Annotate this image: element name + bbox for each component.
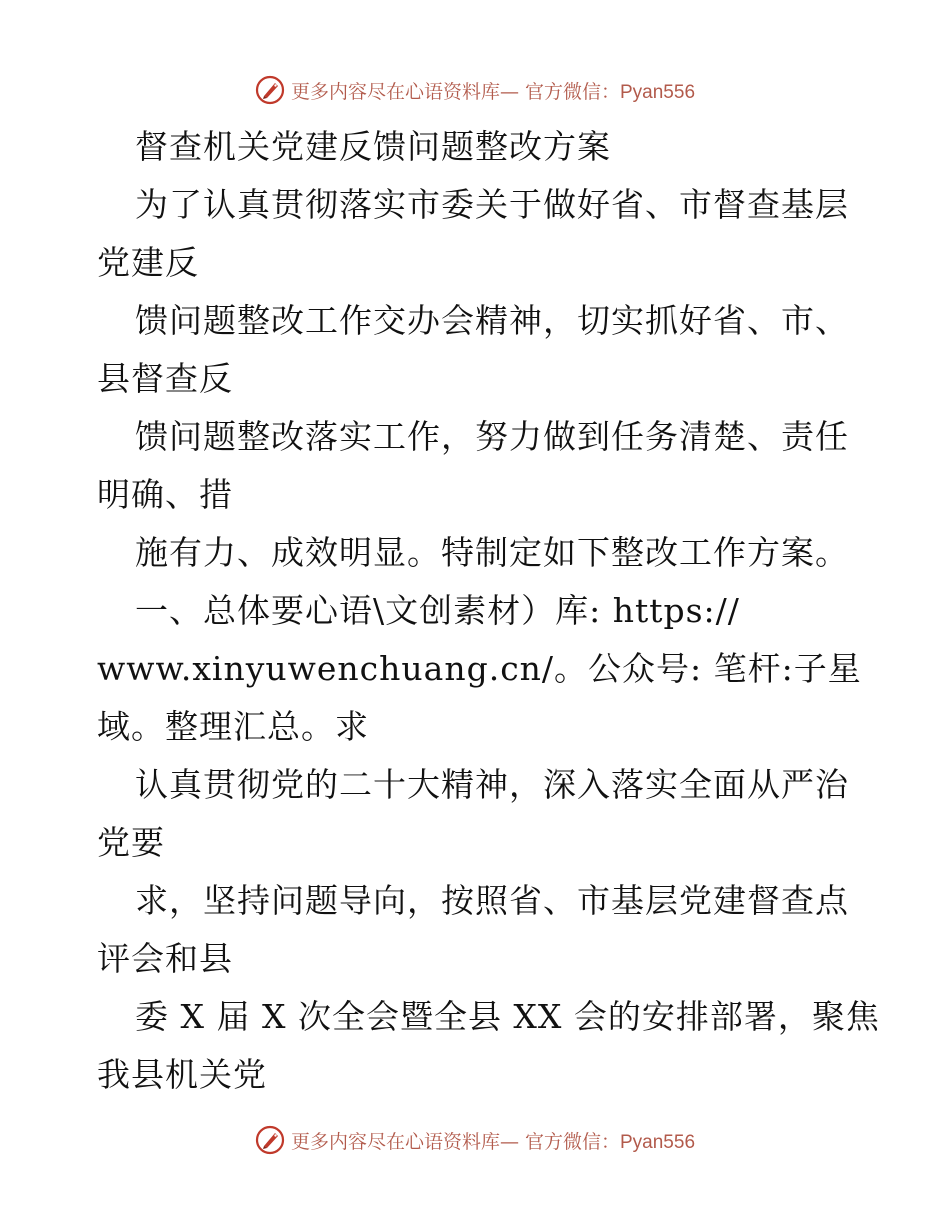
footer-banner (0, 1120, 950, 1160)
paragraph-line: 党要 (97, 823, 165, 862)
paragraph-line: 馈问题整改落实工作，努力做到任务清楚、责任 (135, 417, 849, 456)
document-title: 督查机关党建反馈问题整改方案 (135, 127, 611, 166)
paragraph-line: 我县机关党 (97, 1055, 267, 1094)
paragraph-line: 评会和县 (97, 939, 233, 978)
header-banner (0, 70, 950, 110)
paragraph-line: 党建反 (97, 243, 199, 282)
section-heading-line: 一、总体要心语\文创素材）库: https:// (135, 591, 740, 630)
paragraph-line: 委 X 届 X 次全会暨全县 XX 会的安排部署，聚焦 (135, 997, 880, 1036)
paragraph-line: 为了认真贯彻落实市委关于做好省、市督查基层 (135, 185, 849, 224)
paragraph-line: 馈问题整改工作交办会精神，切实抓好省、市、 (135, 301, 849, 340)
banner-text: 更多内容尽在心语资料库— (290, 1130, 519, 1153)
banner-contact: 官方微信：Pyan556 (525, 1131, 696, 1153)
document-body (97, 118, 880, 1104)
pen-logo-icon (255, 1125, 285, 1155)
paragraph-line: 县督查反 (97, 359, 233, 398)
paragraph-line: 明确、措 (97, 475, 233, 514)
banner-contact: 官方微信：Pyan556 (525, 81, 696, 103)
paragraph-line: 施有力、成效明显。特制定如下整改工作方案。 (135, 533, 849, 572)
paragraph-line: www.xinyuwenchuang.cn/。公众号: 笔杆:子星 (97, 649, 862, 688)
banner-text: 更多内容尽在心语资料库— (290, 80, 519, 103)
paragraph-line: 域。整理汇总。求 (97, 707, 369, 746)
paragraph-line: 求，坚持问题导向，按照省、市基层党建督查点 (135, 881, 849, 920)
pen-logo-icon (255, 75, 285, 105)
paragraph-line: 认真贯彻党的二十大精神，深入落实全面从严治 (135, 765, 849, 804)
